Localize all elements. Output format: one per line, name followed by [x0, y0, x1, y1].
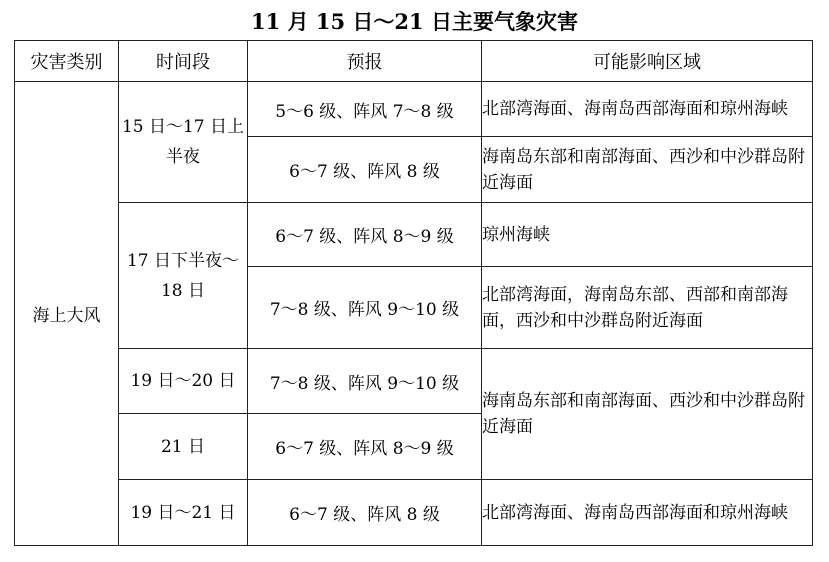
time-cell: 21 日 — [119, 414, 248, 480]
time-cell: 19 日～20 日 — [119, 349, 248, 414]
area-cell: 北部湾海面，海南岛东部、西部和南部海面，西沙和中沙群岛附近海面 — [482, 267, 813, 349]
forecast-cell: 7～8 级、阵风 9～10 级 — [248, 267, 482, 349]
area-cell: 北部湾海面、海南岛西部海面和琼州海峡 — [482, 480, 813, 546]
time-cell: 17 日下半夜～18 日 — [119, 203, 248, 349]
header-time: 时间段 — [119, 41, 248, 82]
table-row — [15, 82, 813, 137]
page-title: 11 月 15 日～21 日主要气象灾害 — [251, 9, 578, 34]
area-cell: 海南岛东部和南部海面、西沙和中沙群岛附近海面 — [482, 349, 813, 480]
forecast-cell: 6～7 级、阵风 8～9 级 — [248, 203, 482, 267]
table-row — [15, 349, 813, 414]
area-cell: 琼州海峡 — [482, 203, 813, 267]
forecast-cell: 5～6 级、阵风 7～8 级 — [248, 82, 482, 137]
category-cell: 海上大风 — [15, 82, 119, 546]
forecast-cell: 7～8 级、阵风 9～10 级 — [248, 349, 482, 414]
header-forecast: 预报 — [248, 41, 482, 82]
time-cell: 15 日～17 日上半夜 — [119, 82, 248, 203]
forecast-cell: 6～7 级、阵风 8～9 级 — [248, 414, 482, 480]
header-area: 可能影响区域 — [482, 41, 813, 82]
table-row — [15, 203, 813, 267]
table-row — [15, 480, 813, 546]
forecast-cell: 6～7 级、阵风 8 级 — [248, 480, 482, 546]
area-cell: 北部湾海面、海南岛西部海面和琼州海峡 — [482, 82, 813, 137]
table-header-row — [15, 41, 813, 82]
forecast-cell: 6～7 级、阵风 8 级 — [248, 137, 482, 203]
disaster-table — [14, 40, 813, 546]
header-category: 灾害类别 — [15, 41, 119, 82]
area-cell: 海南岛东部和南部海面、西沙和中沙群岛附近海面 — [482, 137, 813, 203]
time-cell: 19 日～21 日 — [119, 480, 248, 546]
